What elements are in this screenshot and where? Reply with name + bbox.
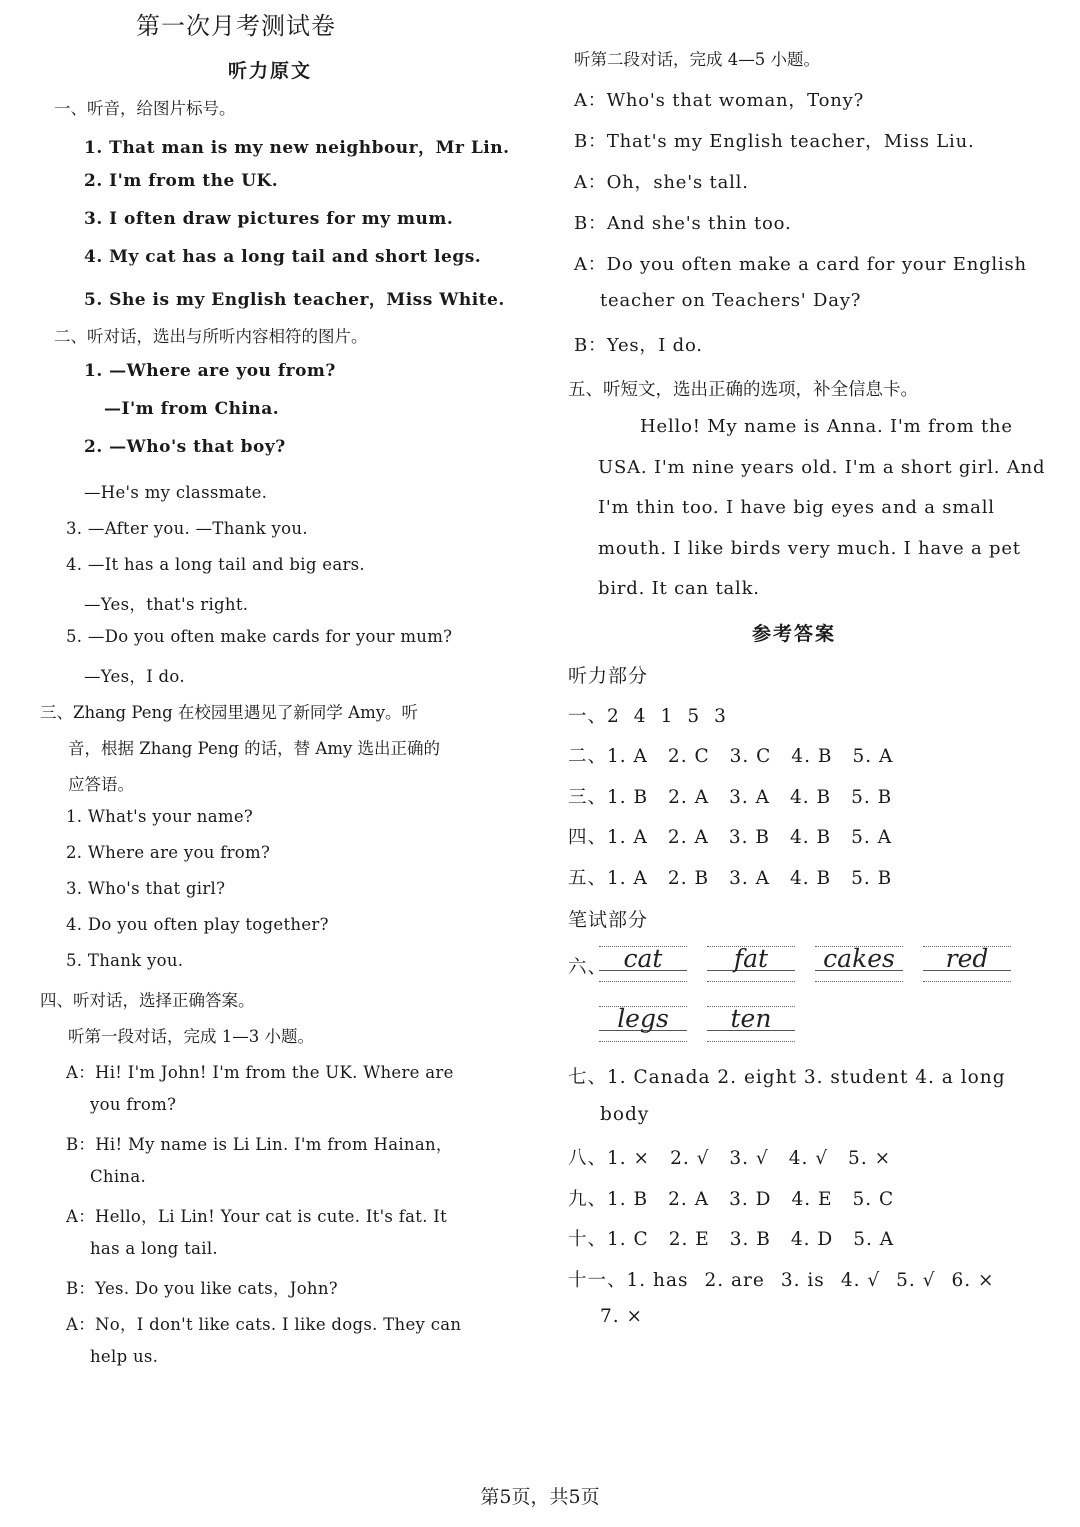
section-6-label: 六、 bbox=[568, 957, 608, 978]
answer-row-label: 一、 bbox=[568, 706, 608, 727]
dialogue-line: China. bbox=[90, 1167, 147, 1186]
section-2-title: 二、听对话，选出与所听内容相符的图片。 bbox=[54, 327, 368, 346]
section-11-row bbox=[568, 1266, 1015, 1292]
answer-item: 4. D bbox=[790, 1229, 834, 1250]
passage-line: bird. It can talk. bbox=[598, 578, 760, 599]
section-3-item: 4. Do you often play together? bbox=[66, 915, 329, 934]
handwriting-line bbox=[707, 944, 795, 980]
answer-item: 2. C bbox=[667, 746, 710, 767]
answer-item: 5. A bbox=[851, 827, 893, 848]
section-1-item: 2. I'm from the UK. bbox=[84, 171, 279, 191]
answer-item: 5. B bbox=[851, 868, 893, 889]
handwritten-answer: cat bbox=[623, 944, 663, 973]
answer-row-label: 九、 bbox=[568, 1189, 608, 1210]
section-2-line: —Yes，I do. bbox=[84, 667, 185, 686]
passage-line: USA. I'm nine years old. I'm a short girl. And bbox=[598, 457, 1046, 478]
dialogue-line: A：Hi! I'm John! I'm from the UK. Where are bbox=[66, 1063, 454, 1082]
passage-line: I'm thin too. I have big eyes and a small bbox=[598, 497, 995, 518]
section-8-row bbox=[568, 1144, 911, 1170]
listening-script-heading: 听力原文 bbox=[228, 60, 313, 82]
section-3-title-line: 音，根据 Zhang Peng 的话，替 Amy 选出正确的 bbox=[68, 739, 441, 758]
answer-item: 5. √ bbox=[896, 1270, 936, 1291]
handwriting-line bbox=[599, 1004, 687, 1040]
answer-item: 3. B bbox=[728, 827, 770, 848]
answer-item: 2. A bbox=[667, 827, 709, 848]
answer-item: 3. A bbox=[729, 868, 770, 889]
answer-row-1 bbox=[568, 702, 747, 728]
answer-item: 2. B bbox=[667, 868, 710, 889]
answer-row-label: 十一、 bbox=[568, 1270, 627, 1291]
dialogue-2-line: B：And she's thin too. bbox=[574, 213, 792, 234]
answer-item: 3. is bbox=[780, 1270, 825, 1291]
answer-item: 3. A bbox=[729, 787, 770, 808]
section-7-line: 七、1. Canada 2. eight 3. student 4. a long bbox=[568, 1067, 1006, 1088]
handwriting-line bbox=[815, 944, 903, 980]
answer-item: 5. A bbox=[853, 1229, 895, 1250]
answer-row-3 bbox=[568, 783, 912, 809]
section-3-item: 2. Where are you from? bbox=[66, 843, 271, 862]
dialogue-2-intro: 听第二段对话，完成 4—5 小题。 bbox=[574, 50, 820, 69]
section-4-title: 四、听对话，选择正确答案。 bbox=[40, 991, 255, 1010]
answer-item: 4. B bbox=[789, 827, 832, 848]
answer-item: 1. × bbox=[607, 1148, 651, 1169]
page-footer: 第5页，共5页 bbox=[480, 1486, 600, 1508]
answer-row-label: 五、 bbox=[568, 868, 608, 889]
answer-item: 5. C bbox=[852, 1189, 895, 1210]
section-2-line: 2. —Who's that boy? bbox=[84, 437, 286, 457]
section-7-line: body bbox=[600, 1104, 650, 1125]
answer-row-4 bbox=[568, 823, 912, 849]
section-3-title-line: 三、Zhang Peng 在校园里遇见了新同学 Amy。听 bbox=[40, 703, 419, 722]
section-2-line: 4. —It has a long tail and big ears. bbox=[66, 555, 365, 574]
answer-item: 1. B bbox=[607, 1189, 649, 1210]
section-2-line: —He's my classmate. bbox=[84, 483, 268, 502]
handwriting-line bbox=[599, 944, 687, 980]
answer-item: 3. D bbox=[729, 1189, 772, 1210]
handwritten-answer: red bbox=[945, 944, 989, 973]
section-9-row bbox=[568, 1185, 914, 1211]
answer-row-label: 八、 bbox=[568, 1148, 608, 1169]
answer-item: 4. B bbox=[789, 868, 832, 889]
answer-item: 1. A bbox=[607, 746, 648, 767]
answer-row-label: 二、 bbox=[568, 746, 608, 767]
answer-item: 3. C bbox=[729, 746, 772, 767]
answer-item: 2 bbox=[607, 706, 620, 727]
handwritten-answer: legs bbox=[617, 1004, 669, 1033]
dialogue-2-line: A：Who's that woman，Tony? bbox=[574, 90, 865, 111]
section-1-item: 1. That man is my new neighbour，Mr Lin. bbox=[84, 138, 510, 158]
answer-item: 1. C bbox=[607, 1229, 649, 1250]
handwritten-answer: fat bbox=[733, 944, 769, 973]
handwriting-line bbox=[923, 944, 1011, 980]
answer-item: 2. √ bbox=[670, 1148, 710, 1169]
answer-item: 1. B bbox=[607, 787, 649, 808]
answer-item: 4. √ bbox=[840, 1270, 881, 1291]
answer-item: 3 bbox=[714, 706, 727, 727]
section-2-line: 1. —Where are you from? bbox=[84, 361, 336, 381]
section-2-line: —Yes，that's right. bbox=[84, 595, 249, 614]
answer-item: 1. A bbox=[607, 827, 648, 848]
section-1-item: 3. I often draw pictures for my mum. bbox=[84, 209, 454, 229]
section-5-title: 五、听短文，选出正确的选项，补全信息卡。 bbox=[568, 380, 918, 400]
section-3-item: 3. Who's that girl? bbox=[66, 879, 226, 898]
answer-item: 1. A bbox=[607, 868, 648, 889]
dialogue-line: A：Hello，Li Lin! Your cat is cute. It's fat. It bbox=[66, 1207, 448, 1226]
dialogue-line: B：Yes. Do you like cats，John? bbox=[66, 1279, 338, 1298]
answer-item: 2. A bbox=[668, 1189, 710, 1210]
dialogue-line: you from? bbox=[90, 1095, 177, 1114]
listening-part-heading: 听力部分 bbox=[568, 665, 649, 687]
answer-item: 4. E bbox=[791, 1189, 833, 1210]
dialogue-2-line: B：That's my English teacher，Miss Liu. bbox=[574, 131, 975, 152]
answer-row-2 bbox=[568, 742, 913, 768]
section-3-item: 5. Thank you. bbox=[66, 951, 184, 970]
answer-item: 2. E bbox=[668, 1229, 710, 1250]
section-2-line: 3. —After you. —Thank you. bbox=[66, 519, 308, 538]
section-1-item: 5. She is my English teacher，Miss White. bbox=[84, 290, 505, 310]
answer-item: 4. B bbox=[789, 787, 832, 808]
answer-item: 5. B bbox=[851, 787, 893, 808]
answer-item: 4. B bbox=[791, 746, 833, 767]
passage-line: mouth. I like birds very much. I have a pet bbox=[598, 538, 1021, 559]
answer-item: 2. A bbox=[668, 787, 710, 808]
answer-item: 5. × bbox=[848, 1148, 892, 1169]
written-part-heading: 笔试部分 bbox=[568, 909, 649, 931]
section-3-item: 1. What's your name? bbox=[66, 807, 254, 826]
section-11-line-2: 7. × bbox=[600, 1306, 644, 1327]
dialogue-line: help us. bbox=[90, 1347, 159, 1366]
section-4-intro: 听第一段对话，完成 1—3 小题。 bbox=[68, 1027, 314, 1046]
section-2-line: 5. —Do you often make cards for your mum? bbox=[66, 627, 453, 646]
dialogue-2-line: A：Oh，she's tall. bbox=[574, 172, 749, 193]
answer-item: 1. has bbox=[626, 1270, 689, 1291]
section-3-title-line: 应答语。 bbox=[68, 775, 134, 794]
answer-row-label: 十、 bbox=[568, 1229, 608, 1250]
dialogue-line: B：Hi! My name is Li Lin. I'm from Hainan， bbox=[66, 1135, 453, 1154]
answer-item: 5 bbox=[687, 706, 701, 727]
dialogue-line: A：No，I don't like cats. I like dogs. They can bbox=[66, 1315, 462, 1334]
dialogue-2-line: A：Do you often make a card for your English bbox=[574, 254, 1027, 275]
answer-item: 4. √ bbox=[788, 1148, 829, 1169]
section-1-item: 4. My cat has a long tail and short legs. bbox=[84, 247, 482, 267]
section-2-line: —I'm from China. bbox=[104, 399, 280, 419]
section-1-title: 一、听音，给图片标号。 bbox=[54, 99, 236, 118]
handwritten-answer: cakes bbox=[823, 944, 895, 973]
answer-item: 3. √ bbox=[729, 1148, 769, 1169]
handwriting-line bbox=[707, 1004, 795, 1040]
handwritten-answer: ten bbox=[730, 1004, 772, 1033]
dialogue-2-line: B：Yes，I do. bbox=[574, 335, 703, 356]
dialogue-line: has a long tail. bbox=[90, 1239, 218, 1258]
section-10-row bbox=[568, 1225, 914, 1251]
passage-line: Hello! My name is Anna. I'm from the bbox=[640, 416, 1013, 437]
document-title: 第一次月考测试卷 bbox=[136, 12, 336, 40]
answer-item: 1 bbox=[660, 706, 674, 727]
answers-heading: 参考答案 bbox=[752, 623, 837, 645]
answer-item: 4 bbox=[633, 706, 647, 727]
answer-item: 6. × bbox=[951, 1270, 995, 1291]
answer-row-label: 四、 bbox=[568, 827, 608, 848]
dialogue-2-line: teacher on Teachers' Day? bbox=[600, 290, 862, 311]
answer-item: 2. are bbox=[704, 1270, 765, 1291]
answer-row-label: 三、 bbox=[568, 787, 608, 808]
answer-row-5 bbox=[568, 864, 912, 890]
answer-item: 3. B bbox=[729, 1229, 771, 1250]
answer-item: 5. A bbox=[852, 746, 894, 767]
